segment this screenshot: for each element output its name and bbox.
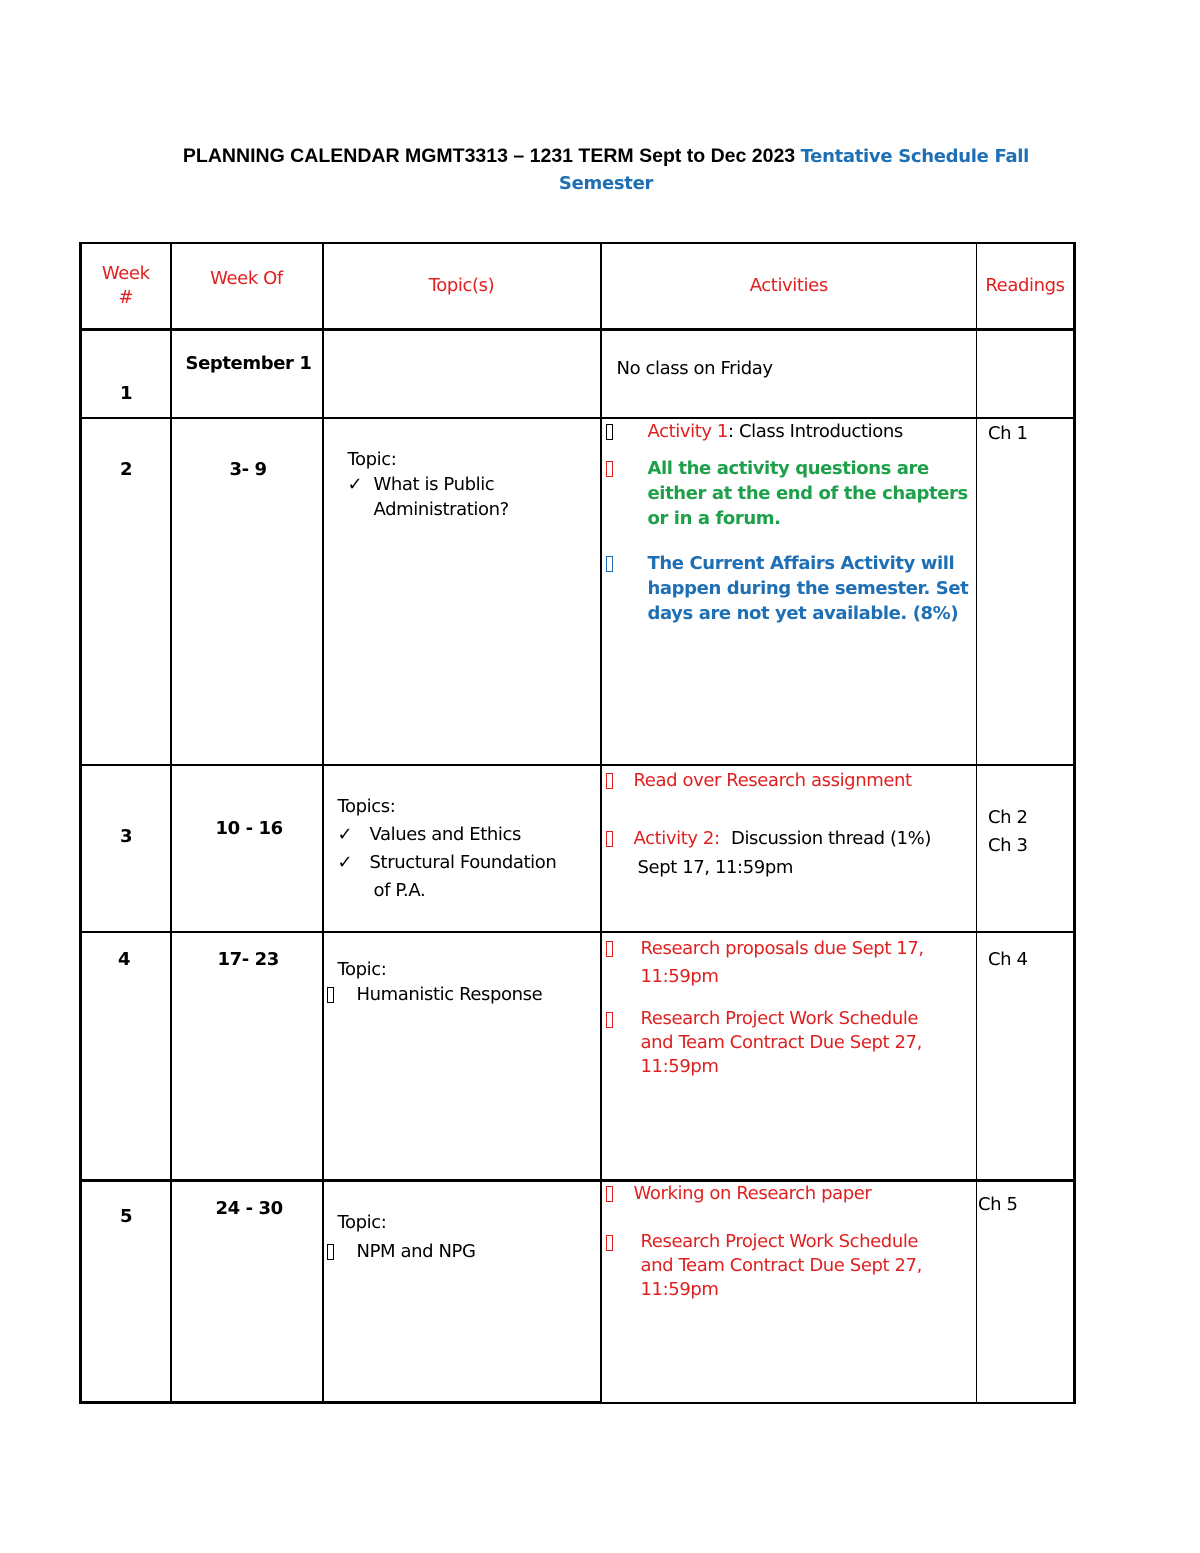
week-cell	[81, 932, 171, 1181]
header-week-label: Week #	[101, 263, 150, 308]
activity-note-line: All the activity questions are	[647, 457, 929, 479]
header-readings-label: Readings	[985, 275, 1065, 296]
table-row	[81, 765, 1075, 932]
topic-cell	[323, 932, 601, 1181]
header-week	[81, 243, 171, 330]
week-number: 3	[120, 825, 133, 847]
week-of-cell	[171, 1181, 323, 1403]
reading-text: Ch 1	[988, 422, 1028, 444]
bullet-icon	[606, 941, 613, 957]
activity-cell	[601, 765, 977, 932]
week-cell	[81, 765, 171, 932]
week-of-cell	[171, 932, 323, 1181]
topic-label: Topics:	[337, 795, 396, 817]
activity-text: Discussion thread (1%)	[730, 827, 931, 849]
activity-cell	[601, 418, 977, 765]
activity-line: Research Project Work Schedule	[640, 1007, 919, 1029]
activity-cell	[601, 1181, 977, 1403]
bullet-icon	[606, 424, 613, 440]
activity-line: 11:59pm	[640, 965, 719, 987]
topic-item-cont: of P.A.	[373, 879, 426, 901]
header-topics	[323, 243, 601, 330]
reading-cell	[977, 765, 1075, 932]
week-of-date: 17- 23	[217, 948, 279, 970]
activity-note-line: days are not yet available. (8%)	[647, 602, 959, 624]
week-of-cell	[171, 330, 323, 418]
reading-text: Ch 3	[988, 834, 1028, 856]
bullet-icon	[606, 773, 613, 789]
week-of-date: September 1	[185, 353, 312, 374]
week-number: 4	[118, 948, 131, 970]
header-activities-label: Activities	[749, 275, 828, 296]
activity-line: and Team Contract Due Sept 27,	[640, 1255, 922, 1276]
activity-note-line: either at the end of the chapters	[647, 482, 968, 504]
bullet-icon	[606, 556, 613, 572]
topic-cell	[323, 765, 601, 932]
activity-line: Research proposals due Sept 17,	[640, 937, 924, 959]
activity-note-line: The Current Affairs Activity will	[647, 552, 955, 574]
header-row	[81, 243, 1075, 330]
schedule-table	[79, 242, 1076, 1404]
topic-item-cont: Administration?	[373, 498, 509, 520]
week-of-date: 3- 9	[229, 458, 267, 480]
activity-text: Class Introductions	[739, 420, 903, 442]
reading-cell	[977, 1181, 1075, 1403]
bullet-icon	[606, 461, 613, 477]
activity-line: Research Project Work Schedule	[640, 1231, 919, 1252]
activity-line: 11:59pm	[640, 1279, 719, 1300]
topic-item: What is Public	[373, 473, 495, 495]
activity-label: Activity 2:	[633, 827, 720, 849]
topic-label: Topic:	[337, 1212, 387, 1233]
bullet-icon	[327, 1244, 334, 1260]
header-week-of	[171, 243, 323, 330]
title-highlight: Tentative Schedule Fall	[800, 146, 1030, 167]
activity-cell	[601, 932, 977, 1181]
topic-cell	[323, 418, 601, 765]
week-cell	[81, 330, 171, 418]
reading-text: Ch 2	[988, 806, 1028, 828]
bullet-icon	[606, 1186, 613, 1202]
bullet-icon	[327, 987, 334, 1003]
bullet-icon	[606, 1012, 613, 1028]
topic-cell	[323, 330, 601, 418]
table-row	[81, 932, 1075, 1181]
title-main: PLANNING CALENDAR MGMT3313 – 1231 TERM Sept to Dec 2023	[182, 145, 796, 167]
activity-line: 11:59pm	[640, 1055, 719, 1077]
week-cell	[81, 1181, 171, 1403]
checkmark-icon: ✓	[347, 473, 363, 495]
document-title	[80, 143, 1132, 197]
activity-text: No class on Friday	[616, 358, 773, 379]
activity-cell	[601, 330, 977, 418]
table-row	[81, 418, 1075, 765]
bullet-icon	[606, 1235, 613, 1251]
week-of-cell	[171, 418, 323, 765]
week-of-cell	[171, 765, 323, 932]
activity-text: Working on Research paper	[633, 1183, 872, 1204]
activity-note-line: or in a forum.	[647, 507, 781, 529]
header-week-of-label: Week Of	[210, 268, 283, 289]
week-of-date: 10 - 16	[215, 817, 283, 839]
topic-label: Topic:	[347, 448, 397, 470]
table-row	[81, 1181, 1075, 1403]
topic-item: NPM and NPG	[356, 1241, 476, 1262]
activity-date: Sept 17, 11:59pm	[637, 856, 793, 878]
title-highlight-2: Semester	[558, 173, 654, 194]
activity-colon: :	[728, 420, 734, 442]
topic-label: Topic:	[337, 958, 387, 980]
topic-item: Humanistic Response	[356, 983, 543, 1005]
header-activities	[601, 243, 977, 330]
reading-text: Ch 5	[978, 1194, 1018, 1215]
header-readings	[977, 243, 1075, 330]
table-row	[81, 330, 1075, 418]
checkmark-icon: ✓	[337, 851, 353, 873]
activity-label: Activity 1	[647, 420, 728, 442]
week-number: 1	[120, 383, 133, 404]
header-topics-label: Topic(s)	[428, 275, 495, 296]
topic-cell	[323, 1181, 601, 1403]
reading-text: Ch 4	[988, 948, 1028, 970]
week-cell	[81, 418, 171, 765]
week-number: 2	[120, 458, 133, 480]
week-of-date: 24 - 30	[215, 1198, 283, 1219]
bullet-icon	[606, 831, 613, 847]
activity-note-line: happen during the semester. Set	[647, 577, 969, 599]
activity-text: Read over Research assignment	[633, 769, 912, 791]
topic-item: Structural Foundation	[369, 851, 557, 873]
activity-line: and Team Contract Due Sept 27,	[640, 1031, 922, 1053]
checkmark-icon: ✓	[337, 823, 353, 845]
topic-item: Values and Ethics	[369, 823, 521, 845]
reading-cell	[977, 418, 1075, 765]
reading-cell	[977, 932, 1075, 1181]
reading-cell	[977, 330, 1075, 418]
week-number: 5	[120, 1206, 133, 1227]
